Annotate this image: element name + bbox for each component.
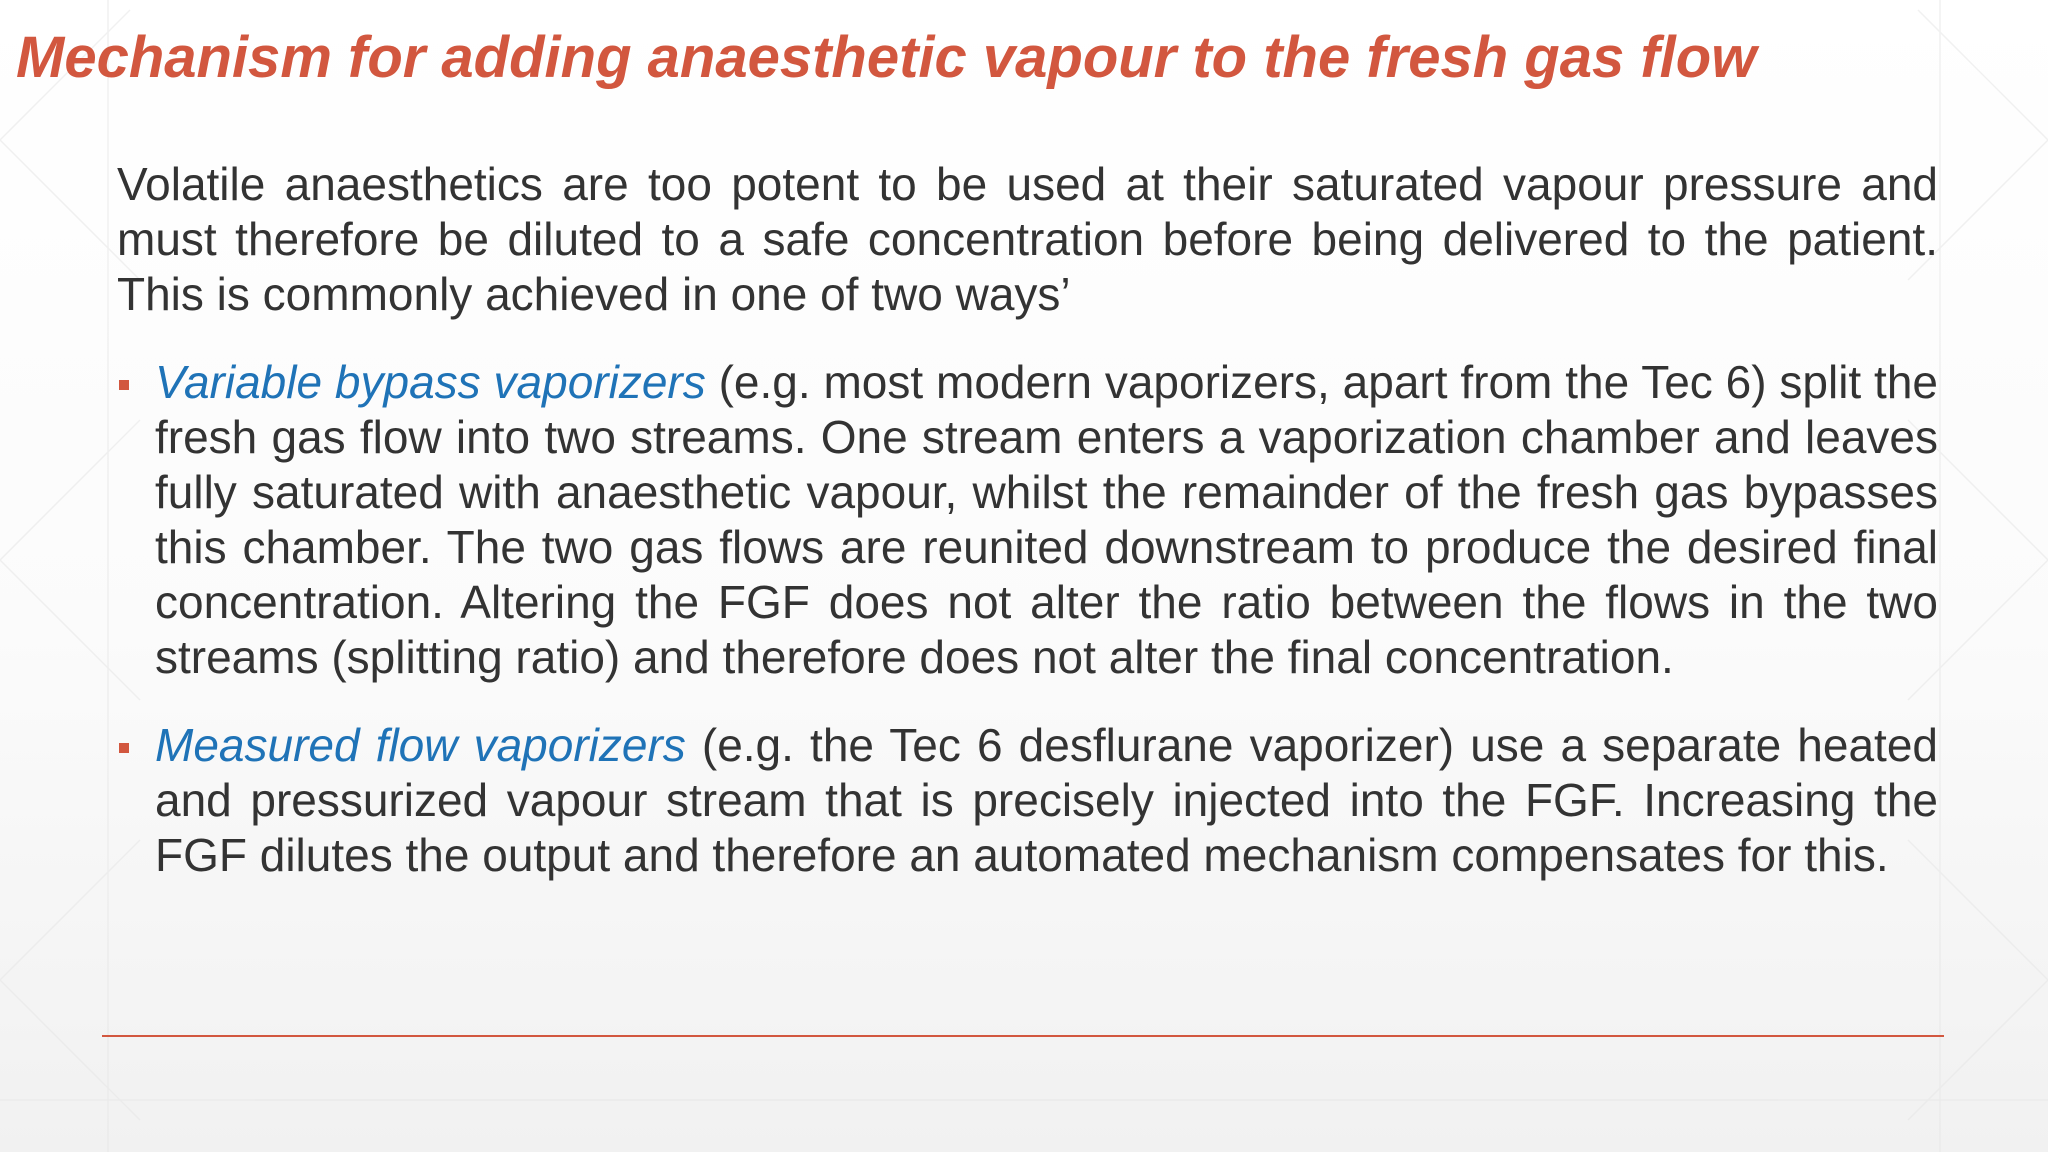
intro-paragraph: Volatile anaesthetics are too potent to be used at their saturated vapour pressure and must therefore be diluted to a safe concentration before being delivered to the patient. This is commonly achieved in one of two ways’: [117, 158, 1938, 320]
bullet-variable-bypass: [117, 355, 1938, 685]
bullet-term: Measured flow vaporizers: [155, 719, 686, 771]
bullet-list: [117, 355, 1938, 883]
bullet-text: (e.g. most modern vaporizers, apart from the Tec 6) split the fresh gas flow into two streams. One stream enters a vaporization chamber and leaves fully saturated with anaesthetic vapour, whilst the remainder of the fresh gas bypasses this chamber. The two gas flows are reunited downstream to produce the desired final concentration. Altering the FGF does not alter the ratio between the flows in the two streams (splitting ratio) and therefore does not alter the final concentration.: [155, 356, 1938, 683]
bullet-text: (e.g. the Tec 6 desflurane vaporizer) use a separate heated and pressurized vapour stream that is precisely injected into the FGF. Increasing the FGF dilutes the output and therefore an automated mechanism compensates for this.: [155, 719, 1938, 881]
slide-body: [117, 157, 1938, 883]
footer-divider: [102, 1035, 1944, 1037]
square-bullet-icon: [119, 380, 129, 390]
square-bullet-icon: [119, 743, 129, 753]
bullet-measured-flow: [117, 718, 1938, 883]
slide-title: Mechanism for adding anaesthetic vapour to the fresh gas flow: [16, 25, 1757, 90]
bullet-term: Variable bypass vaporizers: [155, 356, 706, 408]
